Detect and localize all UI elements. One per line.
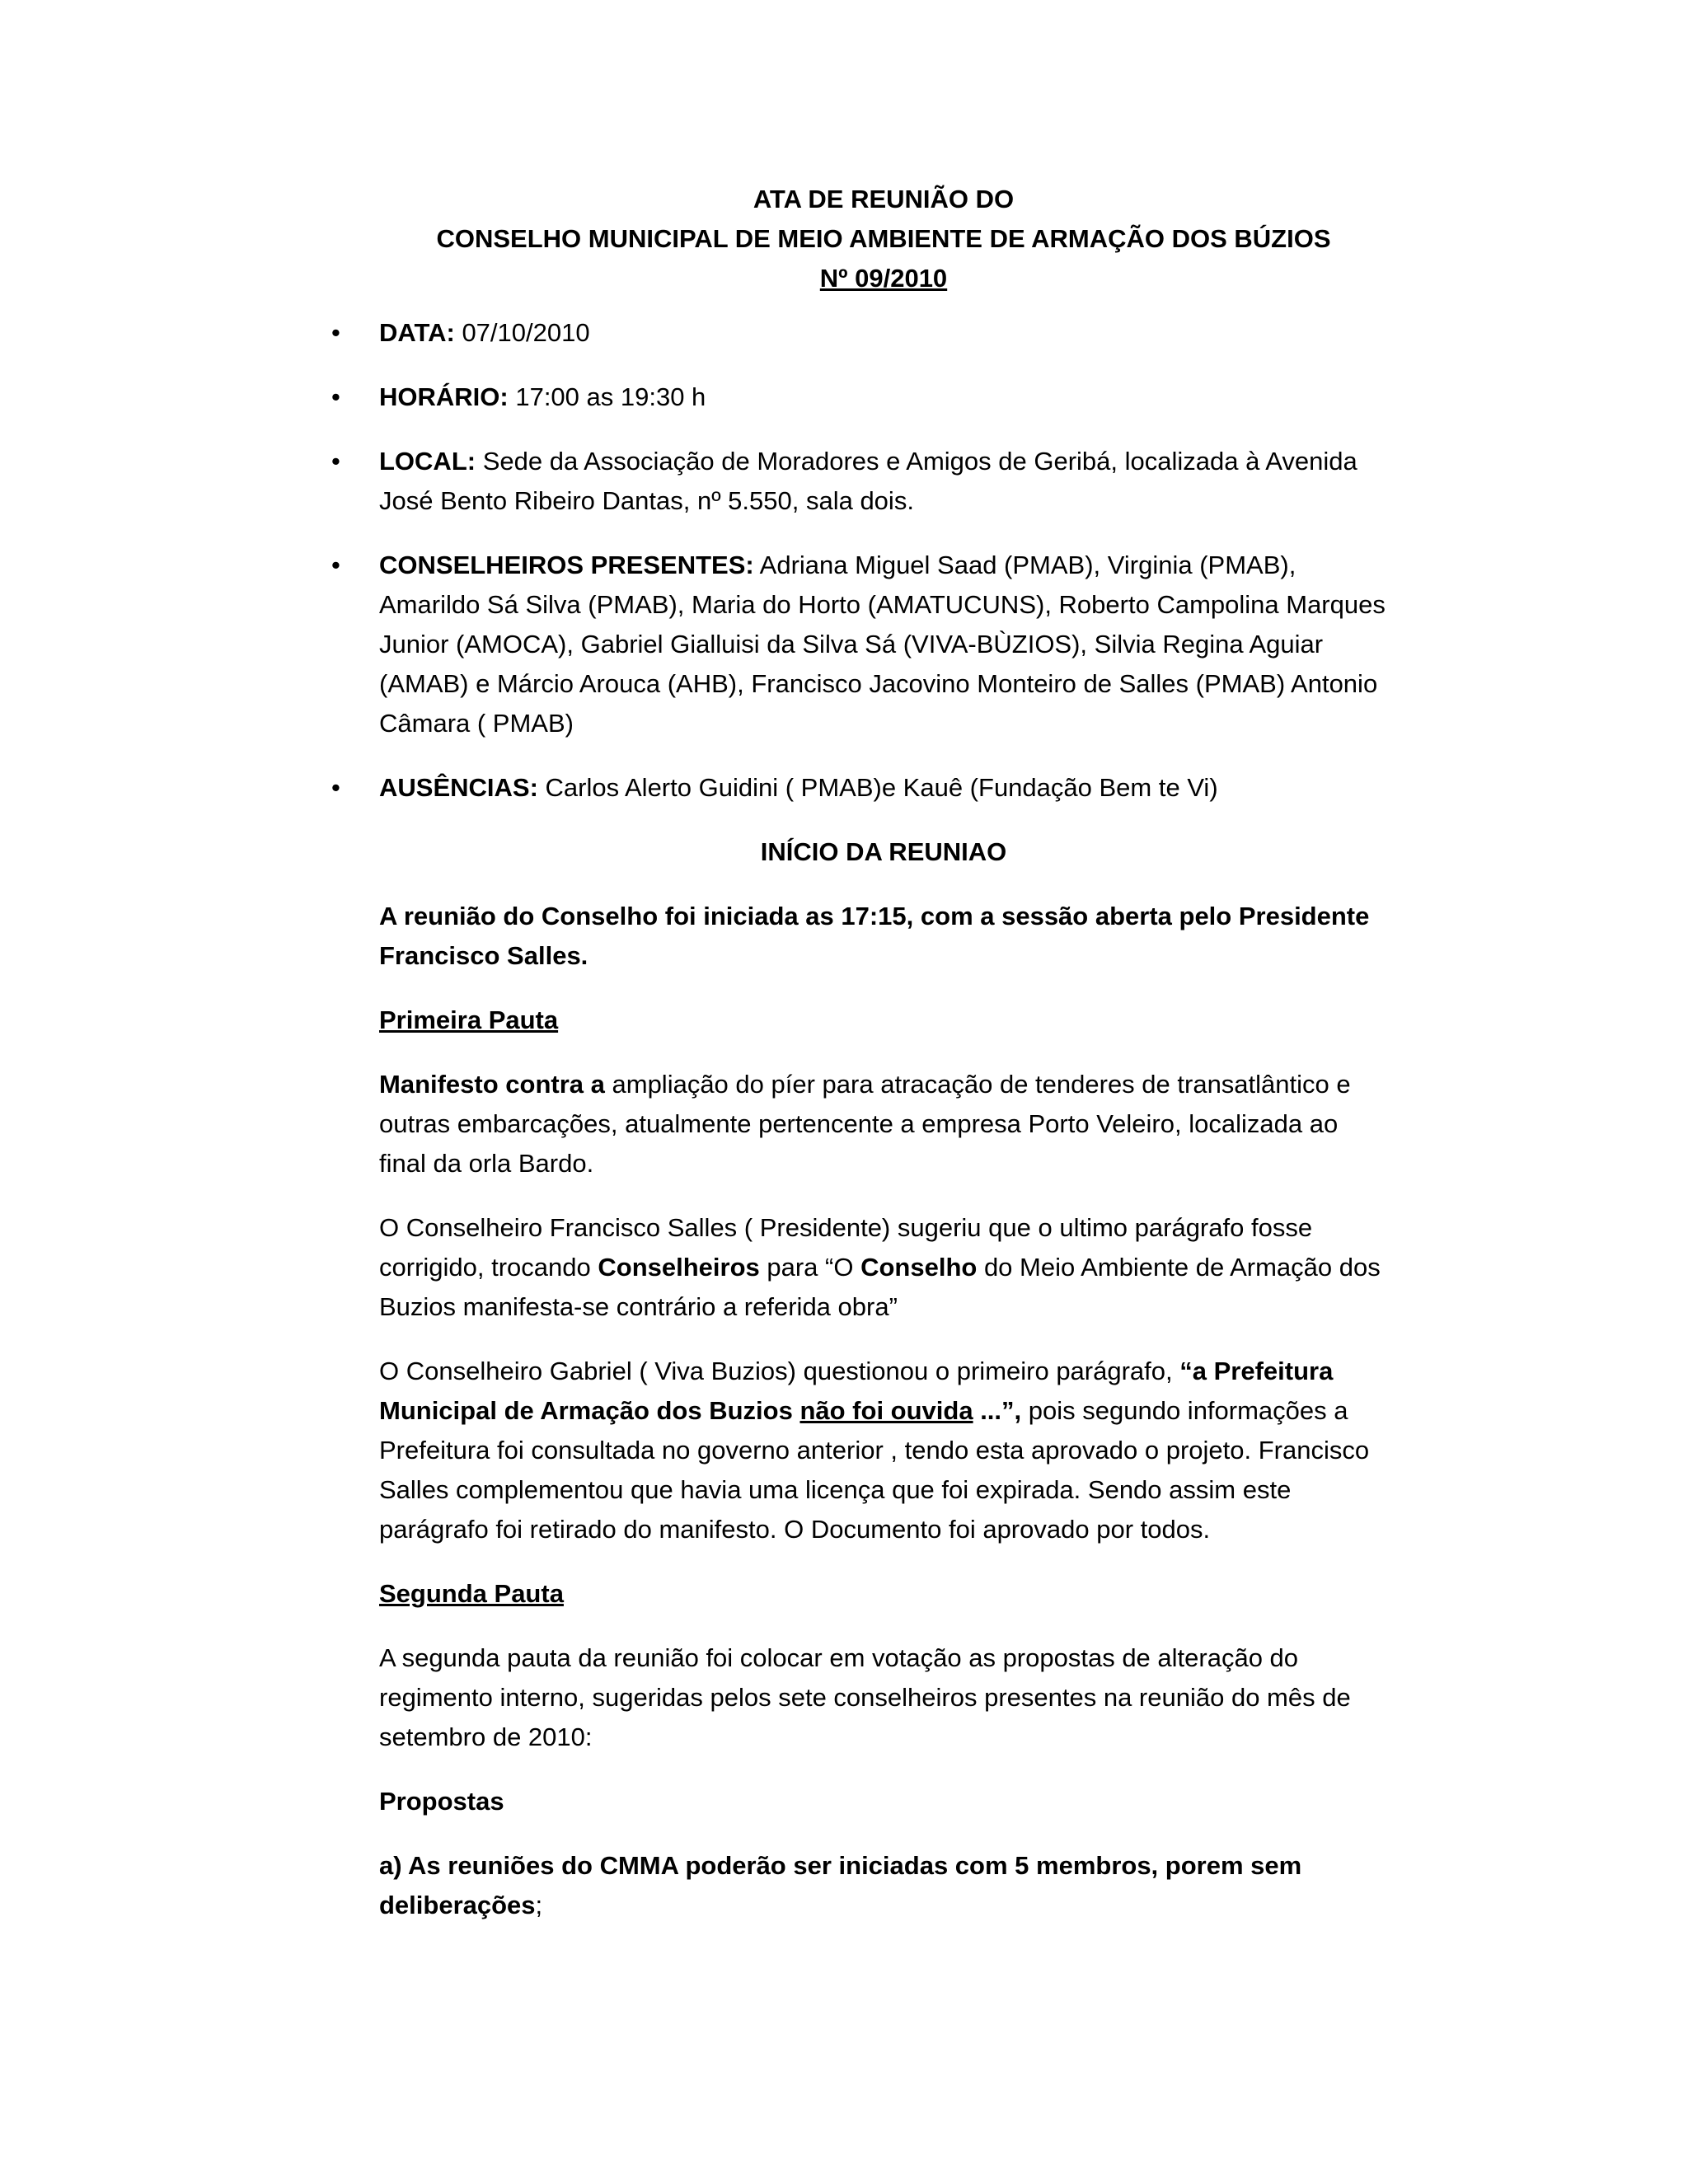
horario-label: HORÁRIO: [379,382,509,411]
data-value: 07/10/2010 [454,318,590,347]
proposta-item-a [379,1846,1388,1925]
propostas-heading: Propostas [379,1787,504,1816]
horario-value: 17:00 as 19:30 h [508,382,706,411]
p2-part-d: Conselho [860,1253,978,1282]
proposta-a-end: ; [535,1891,543,1919]
manifesto-bold: Manifesto contra a [379,1070,612,1099]
p2-part-e: do Meio Ambiente de Armação dos Buzios manifesta-se contrário a referida obra” [379,1253,1381,1321]
manifesto-text: ampliação do píer para atracação de tenderes de transatlântico e outras embarcações, atualmente pertencente a empresa Porto Veleiro, localizada ao final da orla Bardo. [379,1070,1351,1178]
data-label: DATA: [379,318,455,347]
manifesto-paragraph [379,1065,1388,1183]
p2-part-b: Conselheiros [598,1253,760,1282]
p3-part-e: pois segundo informações a Prefeitura foi consultada no governo anterior , tendo esta aprovado o projeto. Francisco Salles complementou que havia uma licença que foi expirada. Sendo assim este parágrafo foi retirado do manifesto. O Documento foi aprovado por todos. [379,1396,1370,1544]
conselheiros-label: CONSELHEIROS PRESENTES: [379,551,754,579]
primeira-pauta-title-row [379,1001,1388,1040]
bullet-icon: • [331,447,340,476]
p3-part-d: ...”, [973,1396,1022,1425]
p3-part-b: “a Prefeitura Municipal de Armação dos Buzios [379,1357,1334,1425]
p3-part-a: O Conselheiro Gabriel ( Viva Buzios) questionou o primeiro parágrafo, [379,1357,1180,1385]
proposta-a-text: a) As reuniões do CMMA poderão ser iniciadas com 5 membros, porem sem deliberações [379,1851,1302,1919]
info-item-data [331,313,1388,353]
bullet-icon: • [331,318,340,347]
document-title [346,180,1421,298]
title-line-2: CONSELHO MUNICIPAL DE MEIO AMBIENTE DE ARMAÇÃO DOS BÚZIOS [436,224,1331,253]
segunda-pauta-title-row [379,1574,1388,1614]
bullet-icon: • [331,551,340,579]
p3-part-c: não foi ouvida [799,1396,973,1425]
document-number: Nº 09/2010 [819,264,948,293]
primeira-pauta-title: Primeira Pauta [379,1005,559,1034]
info-item-local [331,442,1388,521]
inicio-paragraph: A reunião do Conselho foi iniciada as 17:15, com a sessão aberta pelo Presidente Francisco Salles. [379,902,1370,970]
conselheiros-value: Adriana Miguel Saad (PMAB), Virginia (PMAB), Amarildo Sá Silva (PMAB), Maria do Horto (AMATUCUNS), Roberto Campolina Marques Junior (AMOCA), Gabriel Gialluisi da Silva Sá (VIVA-BÙZIOS), Silvia Regina Aguiar (AMAB) e Márcio Arouca (AHB), Francisco Jacovino Monteiro de Salles (PMAB) Antonio Câmara ( PMAB) [379,551,1386,738]
info-item-ausencias [331,768,1388,808]
p2-part-c: para “O [759,1253,861,1282]
document-body [331,180,1388,1950]
gabriel-paragraph [379,1352,1388,1549]
title-line-1: ATA DE REUNIÃO DO [753,185,1015,213]
local-value: Sede da Associação de Moradores e Amigos de Geribá, localizada à Avenida José Bento Ribeiro Dantas, nº 5.550, sala dois. [379,447,1357,515]
meeting-info-list [331,313,1388,808]
ausencias-label: AUSÊNCIAS: [379,773,538,802]
bullet-icon: • [331,773,340,802]
inicio-heading: INÍCIO DA REUNIAO [760,837,1007,866]
p2-part-a: O Conselheiro Francisco Salles ( Presidente) sugeriu que o ultimo parágrafo fosse corrigido, trocando [379,1213,1313,1282]
segunda-pauta-paragraph: A segunda pauta da reunião foi colocar em votação as propostas de alteração do regimento interno, sugeridas pelos sete conselheiros presentes na reunião do mês de setembro de 2010: [379,1643,1351,1751]
info-item-conselheiros [331,546,1388,743]
bullet-icon: • [331,382,340,411]
local-label: LOCAL: [379,447,476,476]
ausencias-value: Carlos Alerto Guidini ( PMAB)e Kauê (Fundação Bem te Vi) [537,773,1218,802]
info-item-horario [331,377,1388,417]
salles-paragraph [379,1208,1388,1327]
segunda-pauta-title: Segunda Pauta [379,1579,564,1608]
